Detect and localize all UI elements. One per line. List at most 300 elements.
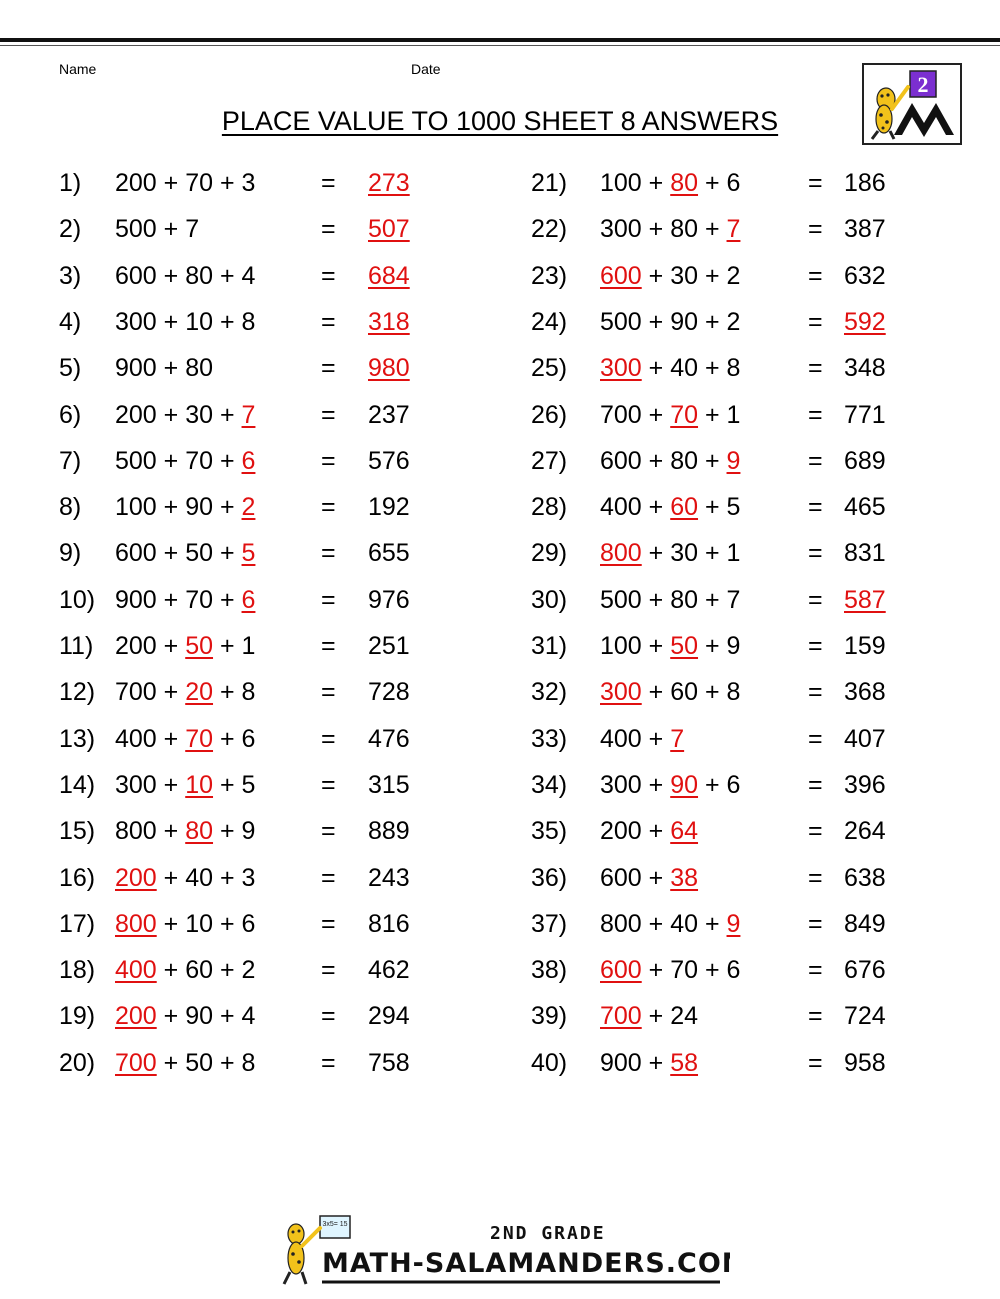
question-number: 33): [531, 724, 568, 753]
term: 50: [185, 1048, 214, 1077]
term: 8: [726, 678, 741, 707]
plus-sign: +: [213, 632, 242, 660]
plus-sign: +: [698, 215, 727, 244]
answer-term: 20: [185, 678, 214, 707]
term: 800: [600, 909, 642, 938]
question-result: 476: [368, 724, 410, 753]
term: 8: [241, 678, 256, 707]
plus-sign: +: [213, 539, 242, 568]
plus-sign: +: [641, 261, 671, 290]
equals-sign: =: [321, 307, 336, 336]
question-row: [531, 160, 951, 206]
question-number: 31): [531, 632, 568, 660]
equals-sign: =: [321, 215, 336, 244]
equals-sign: =: [808, 400, 823, 429]
question-number: 32): [531, 678, 568, 707]
name-label: Name: [59, 61, 97, 77]
term: 3: [241, 863, 256, 892]
plus-sign: +: [641, 817, 671, 846]
plus-sign: +: [641, 493, 671, 522]
answer-term: 38: [670, 863, 699, 892]
term: 400: [600, 724, 642, 753]
question-result: 958: [844, 1048, 886, 1077]
question-expression: [600, 345, 740, 391]
term: 10: [185, 307, 214, 336]
term: 3: [241, 169, 256, 197]
question-expression: [600, 855, 698, 901]
answer-term: 200: [115, 1002, 157, 1031]
question-result: 976: [368, 585, 410, 614]
equals-sign: =: [321, 446, 336, 475]
term: 1: [726, 400, 741, 429]
question-result: 237: [368, 400, 410, 429]
question-number: 24): [531, 307, 568, 336]
plus-sign: +: [213, 169, 242, 197]
answer-term: 6: [241, 446, 256, 475]
term: 900: [600, 1048, 642, 1077]
question-expression: [115, 669, 255, 715]
question-row: [531, 901, 951, 947]
question-number: 11): [59, 632, 94, 660]
equals-sign: =: [321, 493, 336, 522]
term: 80: [670, 446, 699, 475]
question-row: [531, 669, 951, 715]
question-number: 6): [59, 400, 82, 429]
question-result: 387: [844, 215, 886, 244]
question-result: 294: [368, 1002, 410, 1031]
plus-sign: +: [698, 261, 727, 290]
answer-term: 7: [241, 400, 256, 429]
plus-sign: +: [641, 632, 671, 660]
plus-sign: +: [641, 1048, 671, 1077]
question-expression: [600, 716, 684, 762]
equals-sign: =: [321, 1048, 336, 1077]
question-expression: [115, 206, 199, 252]
plus-sign: +: [156, 307, 186, 336]
question-number: 5): [59, 354, 82, 383]
answer-term: 300: [600, 354, 642, 383]
question-expression: [115, 484, 255, 530]
term: 30: [670, 261, 699, 290]
question-result: 192: [368, 493, 410, 522]
term: 600: [115, 261, 157, 290]
plus-sign: +: [213, 307, 242, 336]
question-row: [59, 669, 479, 715]
equals-sign: =: [321, 354, 336, 383]
question-row: [531, 808, 951, 854]
question-number: 12): [59, 678, 96, 707]
top-rule: [0, 38, 1000, 42]
question-result: 816: [368, 909, 410, 938]
question-number: 3): [59, 261, 82, 290]
question-result: 689: [844, 446, 886, 475]
question-row: [531, 345, 951, 391]
answer-term: 700: [115, 1048, 157, 1077]
equals-sign: =: [808, 1002, 823, 1031]
question-result: 758: [368, 1048, 410, 1077]
answer-term: 70: [670, 400, 699, 429]
question-row: [59, 577, 479, 623]
term: 60: [185, 956, 214, 985]
equals-sign: =: [321, 400, 336, 429]
term: 10: [185, 909, 214, 938]
answer-result: 592: [844, 307, 886, 336]
question-result: 576: [368, 446, 410, 475]
question-expression: [600, 669, 740, 715]
question-expression: [600, 993, 698, 1039]
answer-term: 7: [726, 215, 741, 244]
term: 500: [600, 585, 642, 614]
question-row: [59, 206, 479, 252]
question-expression: [600, 438, 740, 484]
term: 80: [185, 261, 214, 290]
term: 4: [241, 1002, 256, 1031]
plus-sign: +: [156, 817, 186, 846]
plus-sign: +: [156, 770, 186, 799]
question-row: [59, 808, 479, 854]
answer-term: 800: [600, 539, 642, 568]
question-row: [59, 993, 479, 1039]
question-expression: [115, 392, 255, 438]
plus-sign: +: [156, 169, 186, 197]
question-row: [59, 1040, 479, 1086]
answer-term: 600: [600, 261, 642, 290]
answer-term: 9: [726, 909, 741, 938]
equals-sign: =: [321, 770, 336, 799]
answer-term: 700: [600, 1002, 642, 1031]
question-number: 8): [59, 493, 82, 522]
question-number: 20): [59, 1048, 96, 1077]
term: 60: [670, 678, 699, 707]
answer-result: 507: [368, 215, 410, 244]
question-expression: [115, 623, 255, 669]
term: 100: [600, 169, 642, 197]
question-expression: [115, 577, 255, 623]
plus-sign: +: [698, 400, 727, 429]
answer-term: 50: [185, 632, 214, 660]
plus-sign: +: [698, 632, 727, 660]
term: 40: [185, 863, 214, 892]
question-row: [59, 762, 479, 808]
plus-sign: +: [641, 909, 671, 938]
term: 9: [241, 817, 256, 846]
plus-sign: +: [156, 215, 186, 244]
question-row: [59, 253, 479, 299]
question-expression: [115, 716, 255, 762]
plus-sign: +: [698, 770, 727, 799]
question-expression: [600, 947, 740, 993]
plus-sign: +: [698, 307, 727, 336]
question-result: 407: [844, 724, 886, 753]
question-result: 728: [368, 678, 410, 707]
footer-site-text: MATH-SALAMANDERS.COM: [322, 1248, 730, 1279]
question-expression: [115, 947, 255, 993]
term: 300: [115, 770, 157, 799]
question-row: [531, 392, 951, 438]
question-result: 348: [844, 354, 886, 383]
equals-sign: =: [321, 1002, 336, 1031]
plus-sign: +: [156, 724, 186, 753]
answer-result: 980: [368, 354, 410, 383]
question-expression: [600, 484, 740, 530]
question-expression: [115, 438, 255, 484]
question-expression: [115, 855, 255, 901]
plus-sign: +: [698, 493, 727, 522]
question-row: [531, 299, 951, 345]
plus-sign: +: [698, 909, 727, 938]
term: 80: [670, 585, 699, 614]
term: 200: [115, 632, 157, 660]
answer-result: 318: [368, 307, 410, 336]
question-row: [59, 716, 479, 762]
question-number: 1): [59, 169, 82, 197]
plus-sign: +: [641, 678, 671, 707]
question-result: 396: [844, 770, 886, 799]
plus-sign: +: [698, 539, 727, 568]
answer-term: 300: [600, 678, 642, 707]
question-number: 18): [59, 956, 96, 985]
term: 9: [726, 632, 741, 660]
question-number: 9): [59, 539, 82, 568]
plus-sign: +: [156, 446, 186, 475]
term: 500: [115, 215, 157, 244]
answer-term: 7: [670, 724, 685, 753]
page-title: PLACE VALUE TO 1000 SHEET 8 ANSWERS: [221, 106, 779, 136]
plus-sign: +: [641, 307, 671, 336]
term: 7: [726, 585, 741, 614]
question-expression: [115, 808, 255, 854]
plus-sign: +: [213, 909, 242, 938]
term: 900: [115, 585, 157, 614]
plus-sign: +: [156, 400, 186, 429]
question-expression: [115, 530, 255, 576]
answer-term: 800: [115, 909, 157, 938]
question-expression: [115, 160, 255, 206]
math-salamanders-logo-icon: [280, 1214, 730, 1294]
question-row: [59, 901, 479, 947]
question-row: [59, 299, 479, 345]
question-row: [531, 206, 951, 252]
term: 6: [726, 956, 741, 985]
plus-sign: +: [641, 724, 671, 753]
plus-sign: +: [641, 863, 671, 892]
term: 70: [185, 585, 214, 614]
question-number: 16): [59, 863, 96, 892]
plus-sign: +: [213, 678, 242, 707]
term: 600: [115, 539, 157, 568]
term: 80: [185, 354, 214, 383]
equals-sign: =: [808, 817, 823, 846]
equals-sign: =: [808, 863, 823, 892]
question-expression: [600, 299, 740, 345]
term: 900: [115, 354, 157, 383]
equals-sign: =: [321, 169, 336, 197]
question-expression: [600, 762, 740, 808]
plus-sign: +: [641, 169, 671, 197]
question-expression: [600, 253, 740, 299]
term: 400: [600, 493, 642, 522]
term: 600: [600, 863, 642, 892]
plus-sign: +: [641, 1002, 671, 1031]
equals-sign: =: [321, 817, 336, 846]
plus-sign: +: [213, 261, 242, 290]
question-row: [59, 530, 479, 576]
term: 1: [241, 632, 256, 660]
term: 2: [726, 307, 741, 336]
question-expression: [600, 206, 740, 252]
question-row: [59, 438, 479, 484]
answer-term: 9: [726, 446, 741, 475]
term: 6: [726, 770, 741, 799]
question-expression: [600, 901, 740, 947]
term: 700: [115, 678, 157, 707]
answer-term: 600: [600, 956, 642, 985]
plus-sign: +: [213, 446, 242, 475]
question-result: 368: [844, 678, 886, 707]
term: 4: [241, 261, 256, 290]
plus-sign: +: [641, 446, 671, 475]
plus-sign: +: [213, 493, 242, 522]
plus-sign: +: [213, 863, 242, 892]
equals-sign: =: [808, 724, 823, 753]
top-rule-thin: [0, 45, 1000, 46]
equals-sign: =: [321, 956, 336, 985]
question-row: [531, 716, 951, 762]
question-expression: [600, 623, 740, 669]
term: 700: [600, 400, 642, 429]
question-row: [59, 345, 479, 391]
question-result: 771: [844, 400, 886, 429]
term: 300: [115, 307, 157, 336]
question-number: 29): [531, 539, 568, 568]
question-row: [531, 1040, 951, 1086]
answer-term: 10: [185, 770, 214, 799]
question-row: [531, 438, 951, 484]
term: 24: [670, 1002, 699, 1031]
equals-sign: =: [808, 261, 823, 290]
question-number: 34): [531, 770, 568, 799]
question-result: 251: [368, 632, 410, 660]
question-number: 10): [59, 585, 96, 614]
term: 5: [241, 770, 256, 799]
question-result: 655: [368, 539, 410, 568]
plus-sign: +: [156, 354, 186, 383]
term: 7: [185, 215, 200, 244]
equals-sign: =: [808, 493, 823, 522]
question-row: [59, 484, 479, 530]
question-number: 39): [531, 1002, 568, 1031]
term: 100: [600, 632, 642, 660]
question-number: 22): [531, 215, 568, 244]
question-expression: [600, 530, 740, 576]
plus-sign: +: [156, 493, 186, 522]
term: 30: [670, 539, 699, 568]
plus-sign: +: [156, 1048, 186, 1077]
question-result: 465: [844, 493, 886, 522]
plus-sign: +: [641, 215, 671, 244]
answer-term: 200: [115, 863, 157, 892]
question-expression: [115, 901, 255, 947]
question-result: 315: [368, 770, 410, 799]
plus-sign: +: [641, 956, 671, 985]
term: 90: [185, 1002, 214, 1031]
term: 70: [670, 956, 699, 985]
question-result: 632: [844, 261, 886, 290]
equals-sign: =: [808, 632, 823, 660]
plus-sign: +: [156, 585, 186, 614]
question-number: 17): [59, 909, 96, 938]
plus-sign: +: [641, 539, 671, 568]
question-result: 264: [844, 817, 886, 846]
equals-sign: =: [808, 169, 823, 197]
question-number: 36): [531, 863, 568, 892]
date-label: Date: [411, 61, 441, 77]
answer-term: 60: [670, 493, 699, 522]
term: 2: [726, 261, 741, 290]
term: 90: [185, 493, 214, 522]
term: 800: [115, 817, 157, 846]
question-result: 159: [844, 632, 886, 660]
equals-sign: =: [808, 909, 823, 938]
plus-sign: +: [698, 169, 727, 197]
question-number: 23): [531, 261, 568, 290]
answer-term: 5: [241, 539, 256, 568]
equals-sign: =: [808, 585, 823, 614]
equals-sign: =: [321, 632, 336, 660]
question-number: 2): [59, 215, 82, 244]
equals-sign: =: [321, 909, 336, 938]
question-expression: [600, 808, 698, 854]
equals-sign: =: [808, 215, 823, 244]
question-number: 21): [531, 169, 568, 197]
equals-sign: =: [321, 724, 336, 753]
question-expression: [115, 993, 255, 1039]
equals-sign: =: [321, 261, 336, 290]
question-expression: [600, 160, 740, 206]
footer-grade-text: 2ND GRADE: [490, 1223, 606, 1244]
equals-sign: =: [321, 539, 336, 568]
question-number: 26): [531, 400, 568, 429]
question-expression: [115, 762, 255, 808]
salamander-logo-icon: [864, 65, 960, 143]
term: 400: [115, 724, 157, 753]
plus-sign: +: [698, 354, 727, 383]
plus-sign: +: [698, 585, 727, 614]
question-expression: [115, 1040, 255, 1086]
term: 6: [241, 909, 256, 938]
term: 200: [115, 400, 157, 429]
question-result: 462: [368, 956, 410, 985]
answer-term: 70: [185, 724, 214, 753]
grade-badge-number: 2: [917, 72, 929, 97]
term: 600: [600, 446, 642, 475]
term: 8: [241, 1048, 256, 1077]
plus-sign: +: [156, 678, 186, 707]
plus-sign: +: [156, 539, 186, 568]
term: 40: [670, 354, 699, 383]
term: 70: [185, 169, 214, 197]
term: 6: [726, 169, 741, 197]
term: 300: [600, 215, 642, 244]
question-row: [59, 623, 479, 669]
question-expression: [600, 577, 740, 623]
footer-logo: [280, 1214, 730, 1294]
term: 80: [670, 215, 699, 244]
question-row: [531, 993, 951, 1039]
equals-sign: =: [808, 678, 823, 707]
question-number: 40): [531, 1048, 568, 1077]
plus-sign: +: [641, 585, 671, 614]
